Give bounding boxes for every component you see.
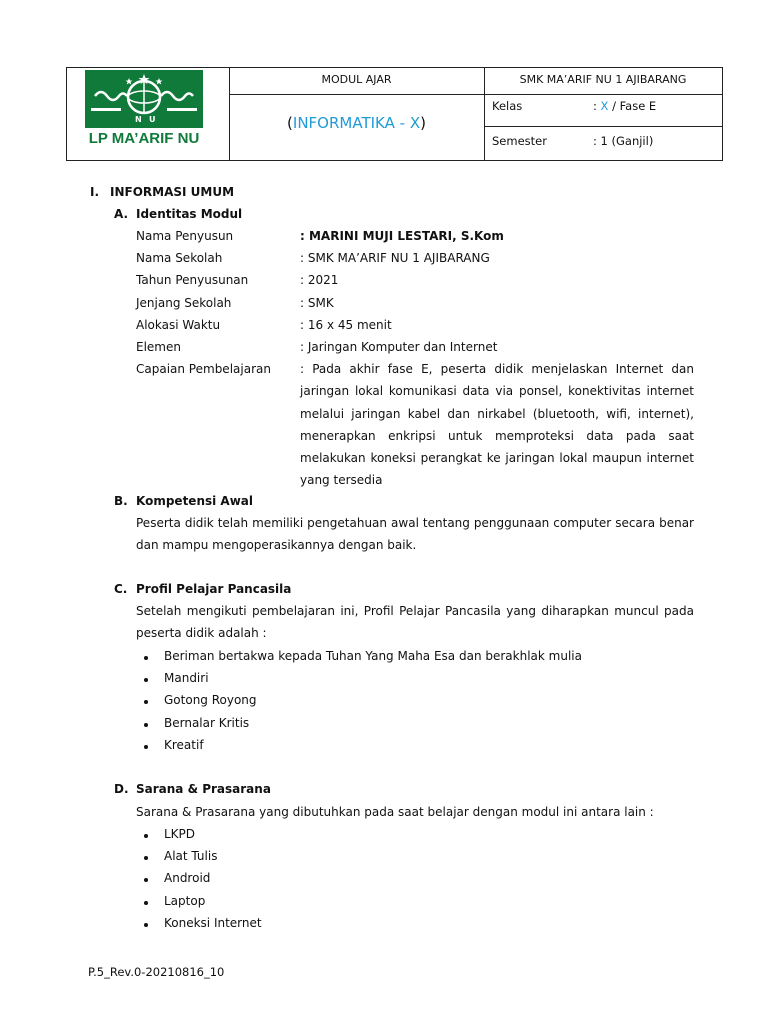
identitas-value: : SMK MA’ARIF NU 1 AJIBARANG — [300, 251, 490, 265]
section-d-title: Sarana & Prasarana — [136, 782, 271, 796]
svg-text:U: U — [149, 115, 156, 124]
bullet-icon — [144, 901, 148, 905]
identitas-label: Nama Sekolah — [136, 251, 223, 265]
profil-pelajar-text: Setelah mengikuti pembelajaran ini, Profil Pelajar Pancasila yang diharapkan muncul pada peserta didik adalah : — [136, 604, 694, 641]
bullet-icon — [144, 923, 148, 927]
list-item: LKPD — [164, 827, 196, 841]
sarana-prasarana-text: Sarana & Prasarana yang dibutuhkan pada saat belajar dengan modul ini antara lain : — [136, 805, 654, 819]
section-i-title: INFORMASI UMUM — [110, 185, 235, 199]
school-name: SMK MA’ARIF NU 1 AJIBARANG — [519, 73, 687, 86]
section-b-letter: B. — [114, 494, 128, 508]
lp-maarif-nu-logo — [85, 70, 203, 154]
bullet-icon — [144, 878, 148, 882]
subject-paren-open: ( — [287, 114, 293, 132]
identitas-label: Capaian Pembelajaran — [136, 362, 271, 376]
kelas-label: Kelas — [492, 99, 523, 113]
list-item: Alat Tulis — [164, 849, 218, 863]
bullet-icon — [144, 834, 148, 838]
kelas-x: X — [600, 99, 609, 113]
kelas-value — [593, 99, 656, 113]
semester-value: : 1 (Ganjil) — [593, 134, 654, 148]
section-b-title: Kompetensi Awal — [136, 494, 253, 508]
section-c-title: Profil Pelajar Pancasila — [136, 582, 292, 596]
subject-name: INFORMATIKA - X — [292, 114, 421, 132]
bullet-icon — [144, 678, 148, 682]
list-item: Android — [164, 871, 211, 885]
bullet-icon — [144, 656, 148, 660]
list-item: Kreatif — [164, 738, 204, 752]
kompetensi-awal-text: Peserta didik telah memiliki pengetahuan awal tentang penggunaan computer secara benar dan mampu mengoperasikannya dengan baik. — [136, 516, 694, 553]
svg-text:N: N — [135, 115, 142, 124]
section-i-number: I. — [90, 185, 100, 199]
list-item: Mandiri — [164, 671, 209, 685]
identitas-label: Jenjang Sekolah — [136, 296, 232, 310]
capaian-pembelajaran-text: : Pada akhir fase E, peserta didik menjelaskan Internet dan jaringan lokal komunikasi data via ponsel, konektivitas internet melalui jaringan kabel dan nirkabel (bluetooth, wifi, internet), menerapkan enkripsi untuk memproteksi data pada saat melakukan koneksi perangkat ke jaringan lokal maupun internet yang tersedia — [300, 362, 694, 488]
identitas-label: Nama Penyusun — [136, 229, 234, 243]
section-a-letter: A. — [114, 207, 129, 221]
list-item: Koneksi Internet — [164, 916, 262, 930]
section-d-letter: D. — [114, 782, 129, 796]
identitas-label: Elemen — [136, 340, 181, 354]
list-item: Beriman bertakwa kepada Tuhan Yang Maha Esa dan berakhlak mulia — [164, 649, 582, 663]
logo-text: LP MA’ARIF NU — [88, 130, 200, 147]
bullet-icon — [144, 745, 148, 749]
list-item: Gotong Royong — [164, 693, 257, 707]
semester-label: Semester — [492, 134, 547, 148]
subject-paren-close: ) — [420, 114, 426, 132]
kelas-fase: / Fase E — [608, 99, 657, 113]
kelas-sep: : — [593, 99, 601, 113]
bullet-icon — [144, 723, 148, 727]
identitas-value: : SMK — [300, 296, 334, 310]
footer-document-code: P.5_Rev.0-20210816_10 — [88, 965, 225, 979]
subject-title — [229, 114, 484, 132]
identitas-value: : 2021 — [300, 273, 339, 287]
bullet-icon — [144, 856, 148, 860]
identitas-value: : 16 x 45 menit — [300, 318, 392, 332]
list-item: Laptop — [164, 894, 206, 908]
section-a-title: Identitas Modul — [136, 207, 243, 221]
bullet-icon — [144, 700, 148, 704]
modul-label: MODUL AJAR — [321, 73, 392, 86]
identitas-label: Tahun Penyusunan — [136, 273, 249, 287]
identitas-value: : MARINI MUJI LESTARI, S.Kom — [300, 229, 504, 243]
nu-emblem-icon — [85, 70, 203, 128]
identitas-value: : Jaringan Komputer dan Internet — [300, 340, 498, 354]
list-item: Bernalar Kritis — [164, 716, 250, 730]
section-c-letter: C. — [114, 582, 128, 596]
identitas-label: Alokasi Waktu — [136, 318, 221, 332]
